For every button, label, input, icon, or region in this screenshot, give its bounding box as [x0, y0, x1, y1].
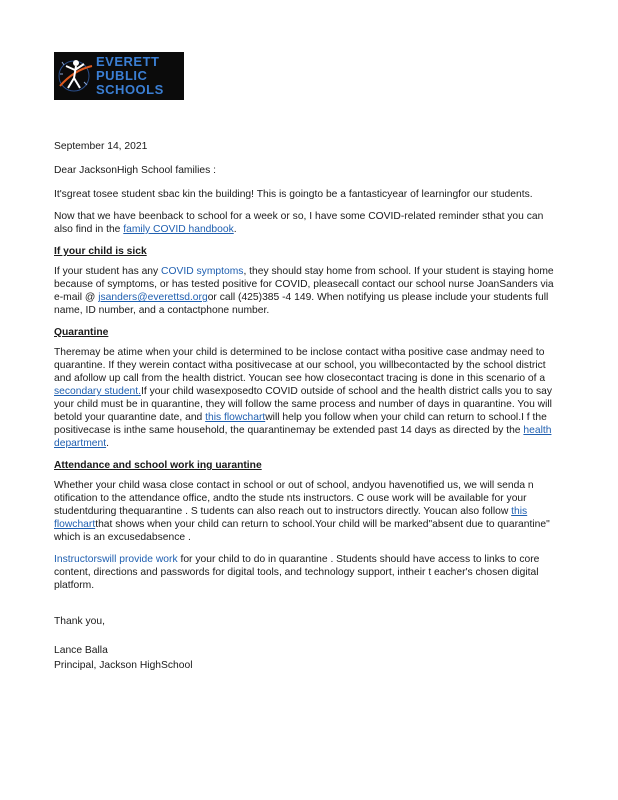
- quarantine-heading: Quarantine: [54, 327, 109, 338]
- letter-date: September 14, 2021: [54, 141, 148, 152]
- sick-text-3: or call (425)385 -4 149. When notifying us please include your students full name, ID number, and a contactphone number.: [54, 292, 549, 316]
- sick-text-1: If your student has any: [54, 266, 162, 277]
- reminder-end: .: [233, 224, 237, 235]
- quarantine-text-1: Theremay be atime when your child is determined to be inclose contact witha positive case andmay need to quarantine. If they werein contact witha positivecase at our school, you willbecontacted by the school district and afollow up call from the health district. Youcan see how closecontact tracing is done in this scenario of a: [54, 347, 546, 384]
- reminder-paragraph: [54, 210, 564, 236]
- logo-text-everett: EVERETT: [96, 54, 160, 69]
- attendance-flowchart-link[interactable]: this flowchart: [54, 506, 528, 530]
- attendance-paragraph: [54, 479, 564, 544]
- attendance-text-2: that shows when your child can return to school.Your child will be marked"absent due to quarantine" which is an excusedabsence .: [54, 519, 550, 543]
- signature-name: Lance Balla: [54, 645, 108, 656]
- logo-text-schools: SCHOOLS: [96, 82, 164, 97]
- secondary-student-link[interactable]: secondary student.: [54, 386, 142, 397]
- logo-text-public: PUBLIC: [96, 68, 148, 83]
- letter-greeting: Dear JacksonHigh School families :: [54, 165, 216, 176]
- sick-paragraph: [54, 265, 564, 317]
- sick-text-2: , they should stay home from school. If your student is staying home because of symptoms, or has tested positive for COVID, pleasecall contact our school nurse JoanSanders via e-mail @: [54, 266, 554, 303]
- quarantine-paragraph: [54, 346, 564, 450]
- signature-title: Principal, Jackson HighSchool: [54, 660, 193, 671]
- instructors-text: for your child to do in quarantine . Students should have access to links to core content, directions and passwords for digital tools, and technology support, intheir t eacher's chosen digital platform.: [54, 554, 540, 591]
- quarantine-text-2: If your child wasexposedto COVID outside of school and the health district calls you to say your child must be in quarantine, they will follow the same process and number of days in quarantine. You will betold your quarantine date, and: [54, 386, 552, 423]
- instructors-highlight: Instructorswill provide work: [54, 554, 178, 565]
- quarantine-text-3: will help you follow when your child can return to school.I f the positivecase is inthe same household, the quarantinemay be extended past 14 days as directed by the: [54, 412, 547, 436]
- nurse-email-link[interactable]: jsanders@everettsd.org: [98, 292, 208, 303]
- instructors-paragraph: [54, 553, 564, 592]
- covid-symptoms-text: COVID symptoms: [161, 266, 244, 277]
- reminder-text: Now that we have beenback to school for a week or so, I have some COVID-related reminder sthat you can also find in the: [54, 211, 544, 235]
- health-department-link[interactable]: health department: [54, 425, 552, 449]
- family-covid-handbook-link[interactable]: family COVID handbook: [123, 224, 234, 235]
- district-logo: [54, 52, 184, 100]
- spacer: [54, 601, 564, 615]
- letter-body: [54, 140, 564, 681]
- flowchart-link[interactable]: this flowchart: [205, 412, 266, 423]
- attendance-text-1: Whether your child wasa close contact in school or out of school, andyou havenotified us, we will senda n otification to the attendance office, andto the stude nts instructors. C ouse work will be available for your studentduring thequarantine . S tudents can also reach out to instructors directly. Youcan also follow: [54, 480, 534, 517]
- sick-heading: If your child is sick: [54, 246, 147, 257]
- quarantine-text-4: .: [106, 438, 109, 449]
- attendance-heading: Attendance and school work ing uarantine: [54, 460, 262, 471]
- closing-line: Thank you,: [54, 616, 105, 627]
- intro-paragraph: It'sgreat tosee student sbac kin the building! This is goingto be a fantasticyear of learningfor our students.: [54, 189, 533, 200]
